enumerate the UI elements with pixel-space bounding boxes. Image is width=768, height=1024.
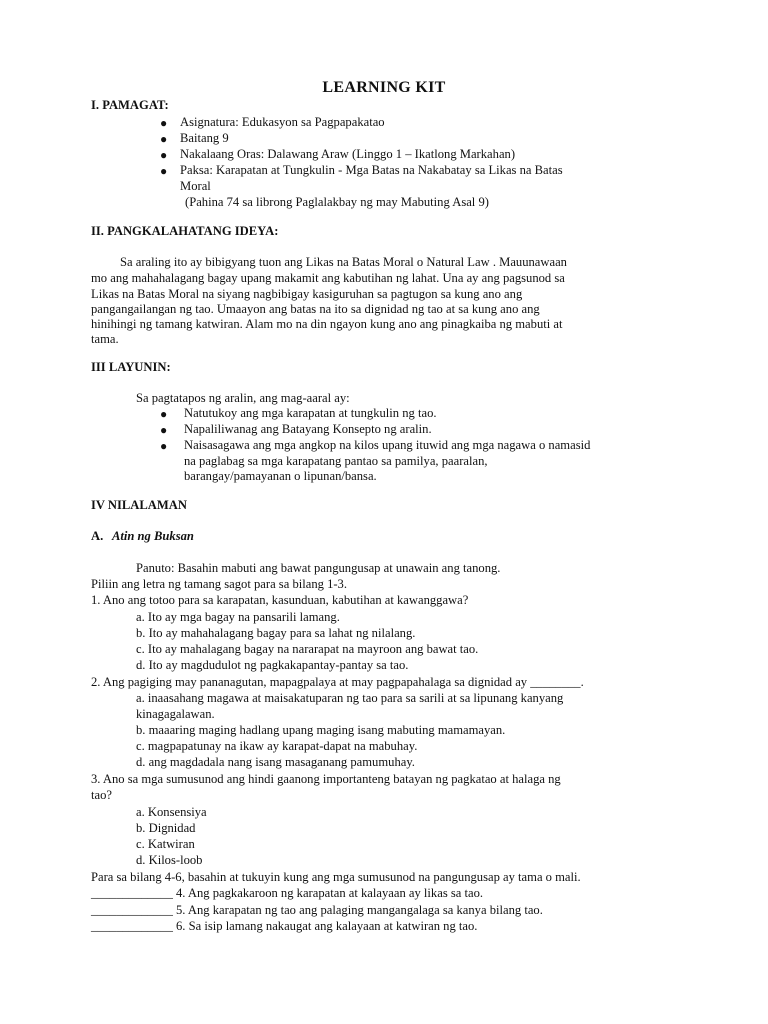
choice: d. Kilos-loob: [136, 853, 203, 867]
layunin-intro: Sa pagtatapos ng aralin, ang mag-aaral ay:: [136, 391, 350, 405]
bullet-icon: ●: [160, 164, 168, 178]
choice-continuation: kinagagalawan.: [136, 707, 215, 721]
choice: a. Ito ay mga bagay na pansarili lamang.: [136, 610, 340, 624]
list-item: Napaliliwanag ang Batayang Konsepto ng aralin.: [184, 422, 432, 436]
list-item: Nakalaang Oras: Dalawang Araw (Linggo 1 – Ikatlong Markahan): [180, 147, 516, 161]
list-item-continuation: na paglabag sa mga karapatang pantao sa pamilya, paaralan,: [184, 454, 488, 468]
piliin-instruction: Piliin ang letra ng tamang sagot para sa bilang 1-3.: [91, 577, 348, 591]
list-item: Baitang 9: [180, 131, 229, 145]
section-heading-layunin: III LAYUNIN:: [91, 360, 171, 374]
subsection-letter: A.: [91, 529, 104, 543]
list-item: Asignatura: Edukasyon sa Pagpapakatao: [180, 115, 385, 129]
paragraph-line: hinihingi ng tamang katwiran. Alam mo na din ngayon kung ano ang pinagkaiba ng mabuti at: [91, 317, 563, 331]
question-3: 3. Ano sa mga sumusunod ang hindi gaanong importanteng batayan ng pagkatao at halaga ng: [91, 772, 561, 786]
bullet-icon: ●: [160, 132, 168, 146]
true-false-item: _____________ 5. Ang karapatan ng tao ang palaging mangangalaga sa kanya bilang tao.: [91, 903, 543, 917]
paragraph-line: Sa araling ito ay bibigyang tuon ang Likas na Batas Moral o Natural Law . Mauunawaan: [120, 255, 567, 269]
true-false-item: _____________ 6. Sa isip lamang nakaugat ang kalayaan at katwiran ng tao.: [91, 919, 478, 933]
bullet-icon: ●: [160, 116, 168, 130]
choice: b. maaaring maging hadlang upang maging isang mabuting mamamayan.: [136, 723, 506, 737]
choice: c. magpapatunay na ikaw ay karapat-dapat na mabuhay.: [136, 739, 418, 753]
list-item: Paksa: Karapatan at Tungkulin - Mga Batas na Nakabatay sa Likas na Batas: [180, 163, 563, 177]
paragraph-line: Likas na Batas Moral na siyang nagbibigay kasiguruhan sa pagtugon sa kung ano ang: [91, 287, 523, 301]
choice: a. inaasahang magawa at maisakatuparan ng tao para sa sarili at sa lipunang kanyang: [136, 691, 564, 705]
choice: c. Ito ay mahalagang bagay na nararapat na mayroon ang bawat tao.: [136, 642, 479, 656]
section-heading-pamagat: I. PAMAGAT:: [91, 98, 169, 112]
paragraph-line: mo ang mahahalagang bagay upang makamit ang kabutihan ng lahat. Una ay ang pagsunod sa: [91, 271, 565, 285]
bullet-icon: ●: [160, 407, 168, 421]
section-heading-nilalaman: IV NILALAMAN: [91, 498, 187, 512]
choice: b. Ito ay mahahalagang bagay para sa lahat ng nilalang.: [136, 626, 416, 640]
page-reference: (Pahina 74 sa librong Paglalakbay ng may Mabuting Asal 9): [185, 195, 489, 209]
list-item: Naisasagawa ang mga angkop na kilos upang ituwid ang mga nagawa o namasid: [184, 438, 591, 452]
question-2: 2. Ang pagiging may pananagutan, mapagpalaya at may pagpapahalaga sa dignidad ay ________.: [91, 675, 584, 689]
choice: a. Konsensiya: [136, 805, 207, 819]
list-item-continuation: Moral: [180, 179, 211, 193]
subsection-title: Atin ng Buksan: [112, 529, 194, 543]
true-false-item: _____________ 4. Ang pagkakaroon ng karapatan at kalayaan ay likas sa tao.: [91, 886, 484, 900]
choice: c. Katwiran: [136, 837, 195, 851]
choice: d. Ito ay magdudulot ng pagkakapantay-pantay sa tao.: [136, 658, 409, 672]
document-title: LEARNING KIT: [322, 79, 446, 96]
tama-mali-instruction: Para sa bilang 4-6, basahin at tukuyin kung ang mga sumusunod na pangungusap ay tama o mali.: [91, 870, 581, 884]
section-heading-pangkalahatang-ideya: II. PANGKALAHATANG IDEYA:: [91, 224, 279, 238]
list-item: Natutukoy ang mga karapatan at tungkulin ng tao.: [184, 406, 437, 420]
question-1: 1. Ano ang totoo para sa karapatan, kasunduan, kabutihan at kawanggawa?: [91, 593, 469, 607]
panuto-instruction: Panuto: Basahin mabuti ang bawat pangungusap at unawain ang tanong.: [136, 561, 501, 575]
bullet-icon: ●: [160, 148, 168, 162]
choice: d. ang magdadala nang isang masaganang pamumuhay.: [136, 755, 415, 769]
bullet-icon: ●: [160, 439, 168, 453]
paragraph-line: tama.: [91, 332, 119, 346]
question-3-continuation: tao?: [91, 788, 112, 802]
paragraph-line: pangangailangan ng tao. Umaayon ang batas na ito sa dignidad ng tao at sa kung ano ang: [91, 302, 540, 316]
list-item-continuation: barangay/pamayanan o lipunan/bansa.: [184, 469, 377, 483]
choice: b. Dignidad: [136, 821, 196, 835]
bullet-icon: ●: [160, 423, 168, 437]
